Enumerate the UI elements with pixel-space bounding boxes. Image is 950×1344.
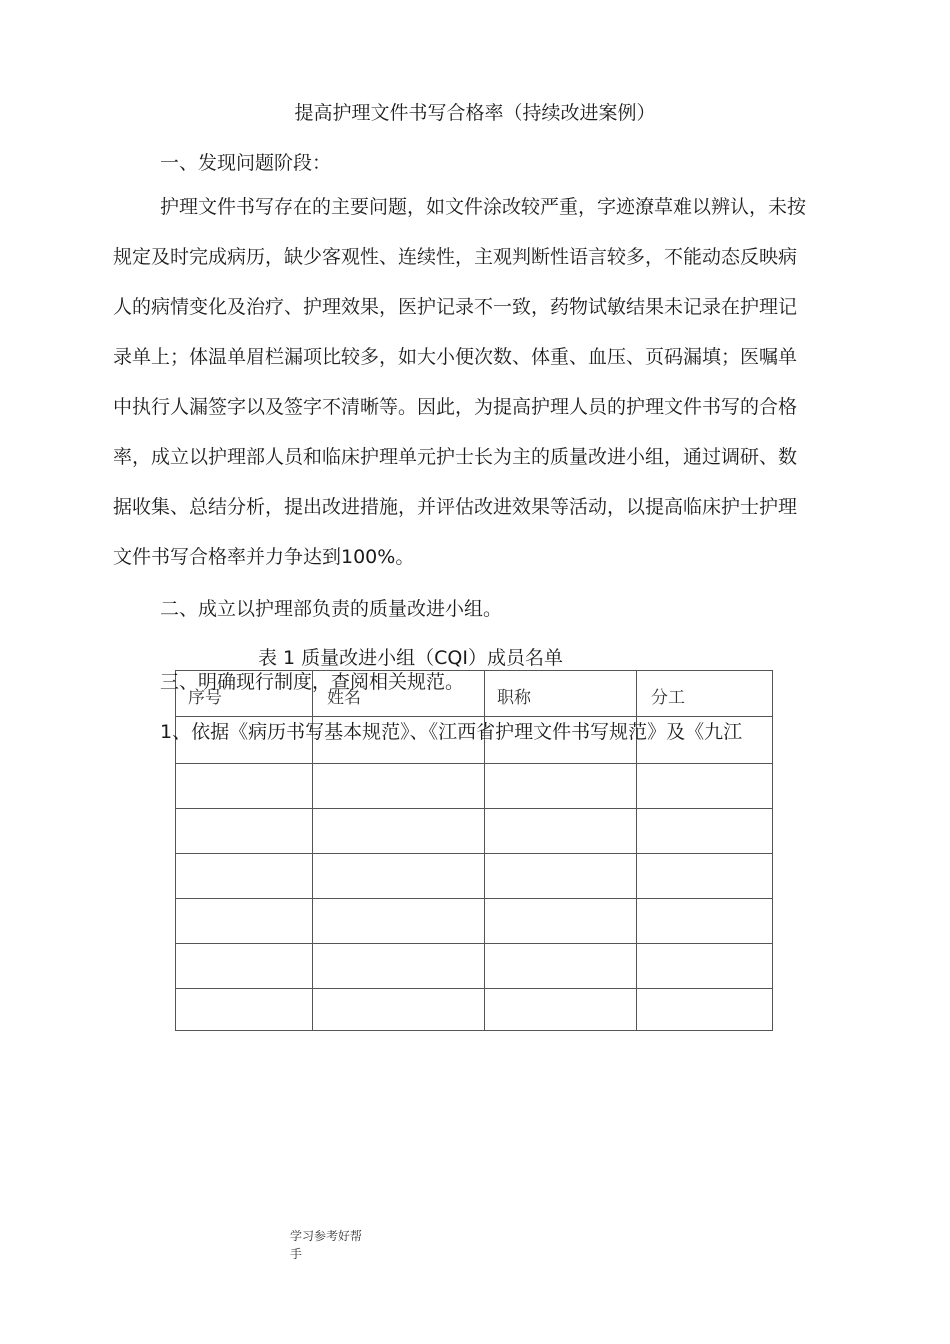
section1-line: 规定及时完成病历，缺少客观性、连续性，主观判断性语言较多，不能动态反映病 (113, 246, 798, 268)
table-cell (313, 989, 485, 1031)
table-header-cell: 序号 (176, 671, 313, 717)
section1-line: 录单上；体温单眉栏漏项比较多，如大小便次数、体重、血压、页码漏填；医嘱单 (113, 346, 798, 368)
table-row (176, 809, 773, 854)
table-cell (176, 944, 313, 989)
table-cell (313, 809, 485, 854)
table-cell (176, 809, 313, 854)
table-cell (637, 854, 773, 899)
section1-line: 人的病情变化及治疗、护理效果，医护记录不一致，药物试敏结果未记录在护理记 (113, 296, 798, 318)
section3-heading: 三、明确现行制度，查阅相关规范。 (160, 671, 465, 693)
section1-line: 据收集、总结分析，提出改进措施，并评估改进效果等活动，以提高临床护士护理 (113, 496, 798, 518)
footer-line: 学习参考好帮 (290, 1229, 363, 1243)
table-header-cell: 职称 (485, 671, 637, 717)
section1-line: 率，成立以护理部人员和临床护理单元护士长为主的质量改进小组，通过调研、数 (113, 446, 798, 468)
table-cell (176, 899, 313, 944)
table-caption: 表 1 质量改进小组（CQI）成员名单 (258, 647, 563, 669)
table-cell (485, 809, 637, 854)
table-header-cell: 姓名 (313, 671, 485, 717)
table-cell (176, 989, 313, 1031)
section1-line: 中执行人漏签字以及签字不清晰等。因此，为提高护理人员的护理文件书写的合格 (113, 396, 798, 418)
table-cell (485, 854, 637, 899)
table-cell (176, 764, 313, 809)
table-cell (637, 764, 773, 809)
table-cell (313, 899, 485, 944)
table-cell (485, 989, 637, 1031)
footer-text (290, 1227, 362, 1263)
table-cell (313, 764, 485, 809)
table-row (176, 989, 773, 1031)
section3-item: 1、依据《病历书写基本规范》、《江西省护理文件书写规范》及《九江 (160, 721, 743, 743)
section1-heading: 一、发现问题阶段： (160, 152, 332, 174)
table-row (176, 944, 773, 989)
table-cell (313, 854, 485, 899)
table-cell (637, 989, 773, 1031)
table-cell (313, 944, 485, 989)
table-cell (176, 854, 313, 899)
table-cell (637, 899, 773, 944)
table-cell (637, 944, 773, 989)
section1-line: 文件书写合格率并力争达到100%。 (113, 546, 415, 568)
section2-heading: 二、成立以护理部负责的质量改进小组。 (160, 598, 503, 620)
table-row (176, 899, 773, 944)
table-header-cell: 分工 (637, 671, 773, 717)
document-title: 提高护理文件书写合格率（持续改进案例） (294, 102, 656, 124)
table-cell (485, 944, 637, 989)
section1-line: 护理文件书写存在的主要问题，如文件涂改较严重，字迹潦草难以辨认，未按 (160, 196, 807, 218)
table-cell (637, 809, 773, 854)
footer-line: 手 (290, 1247, 303, 1261)
table-row (176, 764, 773, 809)
table-cell (485, 764, 637, 809)
table-cell (485, 899, 637, 944)
table-row (176, 854, 773, 899)
